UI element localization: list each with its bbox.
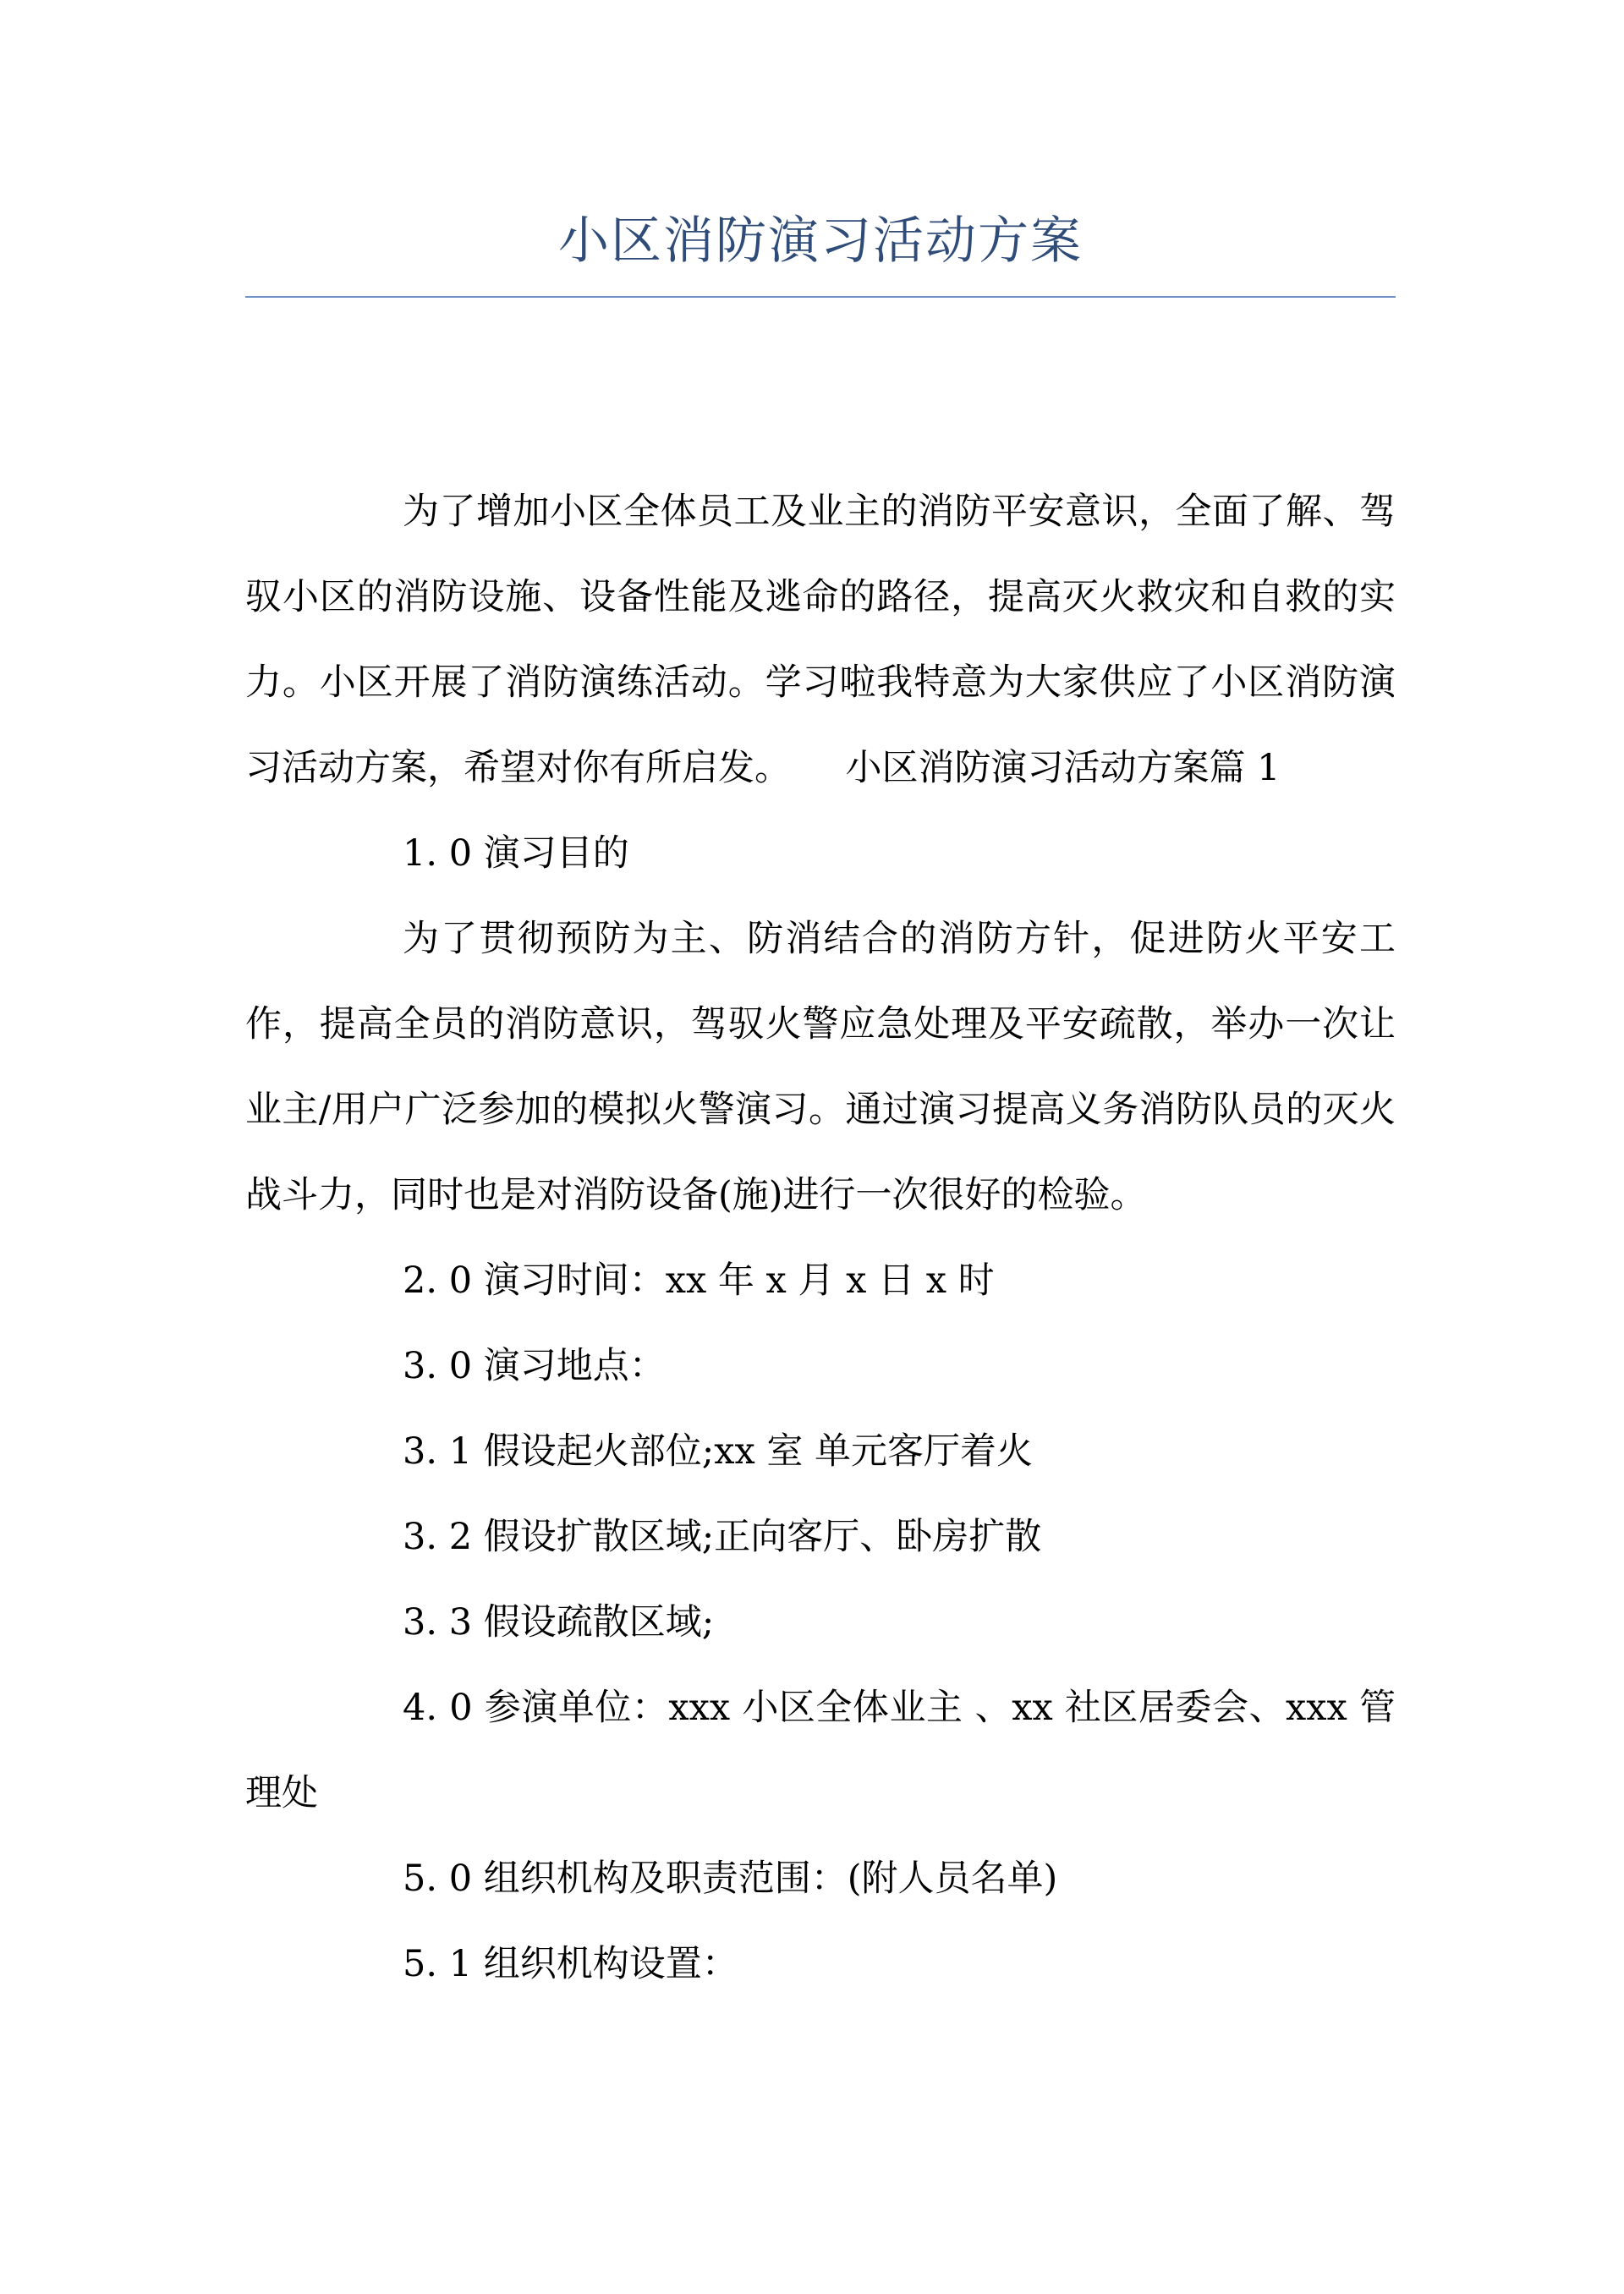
- section-organization-duties: 5. 0 组织机构及职责范围：(附人员名单): [403, 1858, 1058, 1900]
- title-divider: [245, 296, 1396, 298]
- item-evacuation-area: 3. 3 假设疏散区域;: [403, 1601, 715, 1644]
- item-organization-setup: 5. 1 组织机构设置：: [403, 1943, 738, 1985]
- section-participants: 4. 0 参演单位：xxx 小区全体业主 、xx 社区居委会、xxx 管理处: [245, 1687, 1396, 1814]
- item-spread-area: 3. 2 假设扩散区域;正向客厅、卧房扩散: [403, 1516, 1042, 1558]
- document-body: [245, 469, 1396, 2007]
- page-title: 小区消防演习活动方案: [558, 211, 1083, 271]
- drill-purpose-paragraph: 为了贯彻预防为主、防消结合的消防方针，促进防火平安工作，提高全员的消防意识，驾驭火警应急处理及平安疏散，举办一次让业主/用户广泛参加的模拟火警演习。通过演习提高义务消防队员的灭火战斗力，同时也是对消防设备(施)进行一次很好的检验。: [245, 918, 1396, 1216]
- intro-paragraph: 为了增加小区全体员工及业主的消防平安意识，全面了解、驾驭小区的消防设施、设备性能及逃命的路径，提高灭火救灾和自救的实力。小区开展了消防演练活动。学习啦我特意为大家供应了小区消防演习活动方案，希望对你有所启发。 小区消防演习活动方案篇 1: [245, 491, 1396, 789]
- section-drill-location: 3. 0 演习地点：: [403, 1345, 666, 1387]
- section-heading-drill-purpose: 1. 0 演习目的: [403, 832, 629, 875]
- item-fire-origin: 3. 1 假设起火部位;xx 室 单元客厅着火: [403, 1430, 1034, 1473]
- section-drill-time: 2. 0 演习时间：xx 年 x 月 x 日 x 时: [403, 1260, 995, 1302]
